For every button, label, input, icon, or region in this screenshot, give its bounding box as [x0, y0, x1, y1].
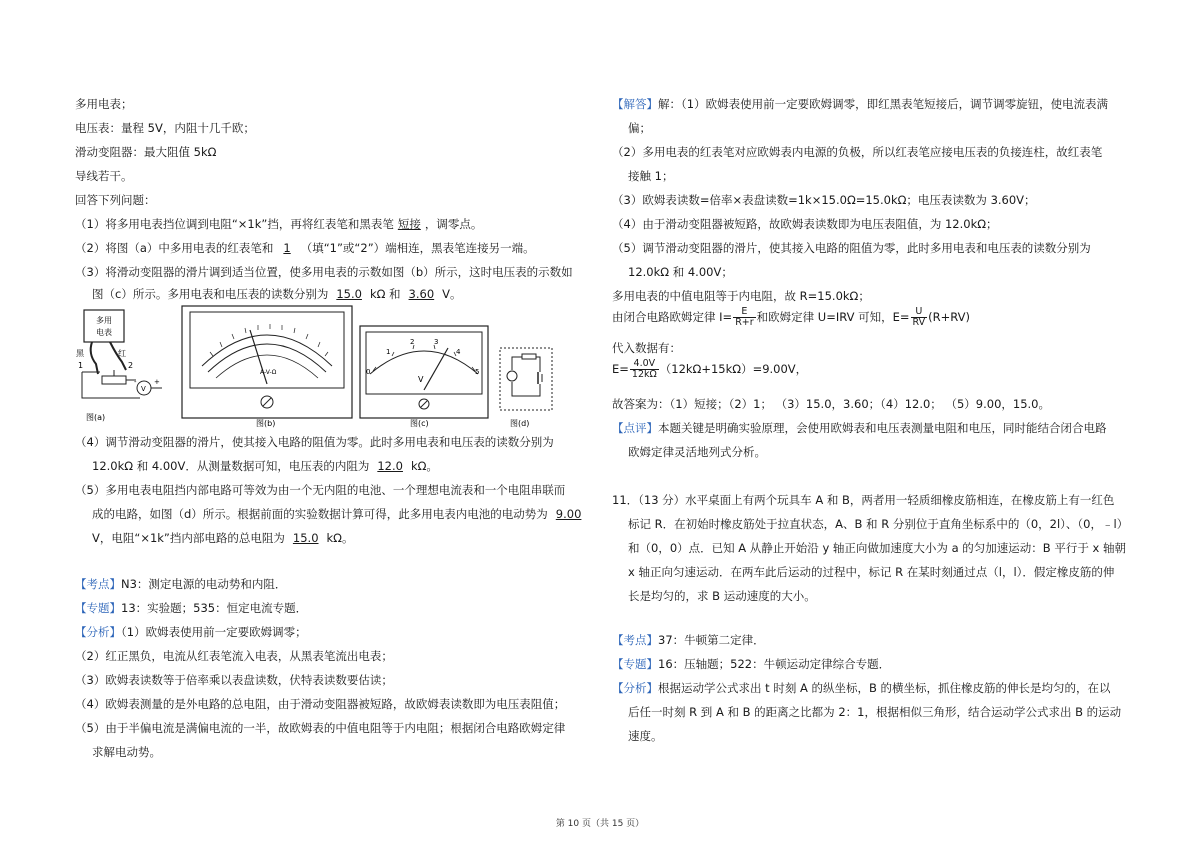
- black-label: 黑: [76, 349, 84, 358]
- topic-text: 13：实验题；535：恒定电流专题．: [121, 601, 308, 615]
- review: [612, 420, 1107, 436]
- resistor-symbol: [522, 354, 536, 359]
- fig-a-caption: 图(a): [86, 413, 106, 422]
- text-line: 多用电表；: [75, 97, 133, 111]
- q4-text-end: kΩ。: [410, 459, 438, 473]
- q5-text: 成的电路，如图（d）所示。根据前面的实验数据计算可得，此多用电表内电池的电动势为: [92, 507, 548, 521]
- q2-text-end: （填“1”或“2”）端相连，黑表笔连接另一端。: [300, 241, 535, 255]
- fig-d-caption: 图(d): [510, 419, 530, 428]
- knowledge-tag: 【考点】: [612, 633, 658, 647]
- formula-text: 由闭合电路欧姆定律 I=: [612, 310, 733, 324]
- tick-label: 2: [410, 338, 415, 346]
- tick-label: 4: [456, 348, 461, 356]
- question-3-line2: [92, 286, 462, 302]
- knowledge-text: N3：测定电源的电动势和内阻．: [121, 577, 287, 591]
- knowledge-text: 37：牛顿第二定律．: [658, 633, 765, 647]
- question-5-line2: [92, 506, 589, 522]
- review-text: 本题关键是明确实验原理，会使用欧姆表和电压表测量电阻和电压，同时能结合闭合电路: [658, 421, 1107, 435]
- knowledge-tag: 【考点】: [75, 577, 121, 591]
- q3-text-end: V。: [442, 287, 462, 301]
- topic: [612, 656, 890, 672]
- answer-blank: 短接: [397, 217, 421, 231]
- solution-line: 偏；: [628, 121, 651, 135]
- solution-line: 接触 1；: [628, 169, 674, 183]
- voltmeter-dial: [366, 332, 482, 394]
- answer-blank: 9.00: [555, 507, 582, 521]
- analysis-tag: 【分析】: [75, 625, 121, 639]
- analysis-line: （5）由于半偏电流是满偏电流的一半，故欧姆表的中值电阻等于内电阻；根据闭合电路欧姆定律: [75, 721, 566, 735]
- ohmmeter-dial: [190, 312, 344, 388]
- question-5-line3: [92, 530, 353, 546]
- fraction: $\frac{U}{RV}$: [912, 306, 926, 328]
- answer-blank: 3.60: [408, 287, 435, 301]
- topic-tag: 【专题】: [612, 657, 658, 671]
- answer-summary: 故答案为：（1）短接；（2）1； （3）15.0，3.60；（4）12.0； （5）9.00，15.0。: [612, 397, 1050, 411]
- answer-blank: 15.0: [336, 287, 362, 301]
- solution-line: 12.0kΩ 和 4.00V；: [628, 265, 733, 279]
- question-11-line: x 轴正向匀速运动．在两车此后运动的过程中，标记 R 在某时刻通过点（l，l）．假定橡皮筋的伸: [628, 565, 1115, 579]
- analysis-line: （2）红正黑负，电流从红表笔流入电表，从黑表笔流出电表；: [75, 649, 393, 663]
- analysis-text: 根据运动学公式求出 t 时刻 A 的纵坐标，B 的横坐标，抓住橡皮筋的伸长是均匀的，在以: [658, 681, 1111, 695]
- fraction: $\frac{4.0V}{12k\Omega}$: [631, 358, 657, 380]
- svg-text:+: +: [154, 378, 160, 386]
- formula-text: E=: [612, 362, 629, 376]
- topic-tag: 【专题】: [75, 601, 121, 615]
- analysis-line: 求解电动势。: [92, 745, 161, 759]
- page-footer: 第 10 页（共 15 页）: [555, 819, 645, 829]
- figure-a: [76, 310, 162, 422]
- terminal-1-label: 1: [78, 361, 84, 370]
- unit-label: V: [418, 375, 424, 384]
- question-11: 11．（13 分）水平桌面上有两个玩具车 A 和 B，两者用一轻质细橡皮筋相连，在橡皮筋上有一红色: [612, 493, 1115, 507]
- formula-text: （12kΩ+15kΩ）=9.00V，: [659, 362, 808, 376]
- topic: [75, 600, 307, 616]
- q1-text-end: ，调零点。: [424, 217, 483, 231]
- question-1: [75, 216, 482, 232]
- text-line: 滑动变阻器：最大阻值 5kΩ: [75, 145, 217, 159]
- formula-text: (R+RV): [928, 310, 970, 324]
- analysis-text: （1）欧姆表使用前一定要欧姆调零；: [121, 625, 307, 639]
- solution-line: （4）由于滑动变阻器被短路，故欧姆表读数即为电压表阻值，为 12.0kΩ；: [612, 217, 998, 231]
- review-line: 欧姆定律灵活地列式分析。: [628, 445, 766, 459]
- question-3-line1: （3）将滑动变阻器的滑片调到适当位置，使多用电表的示数如图（b）所示，这时电压表的示数如: [75, 265, 573, 279]
- text-line: 导线若干。: [75, 169, 133, 183]
- q1-text: （1）将多用电表挡位调到电阻“×1k”挡，再将红表笔和黑表笔: [75, 217, 394, 231]
- box-label: 多用: [96, 316, 112, 325]
- solution: [612, 96, 1108, 112]
- tick-label: 3: [434, 338, 439, 346]
- question-11-line: 长是均匀的，求 B 运动速度的大小。: [628, 589, 816, 603]
- question-4-line1: （4）调节滑动变阻器的滑片，使其接入电路的阻值为零。此时多用电表和电压表的读数分别为: [75, 435, 554, 449]
- formula-line: [612, 306, 970, 328]
- analysis: [612, 680, 1111, 696]
- review-tag: 【点评】: [612, 421, 658, 435]
- analysis-line: 速度。: [628, 729, 663, 743]
- q5-text-end: kΩ。: [326, 531, 354, 545]
- black-probe-lead: [91, 342, 98, 374]
- fig-b-caption: 图(b): [256, 419, 276, 428]
- question-5-line1: （5）多用电表电阻挡内部电路可等效为由一个无内阻的电池、一个理想电流表和一个电阻串联而: [75, 483, 566, 497]
- solution-line: 多用电表的中值电阻等于内电阻，故 R=15.0kΩ；: [612, 289, 870, 303]
- solution-line: （2）多用电表的红表笔对应欧姆表内电源的负极，所以红表笔应接电压表的负接连柱，故红表笔: [612, 145, 1103, 159]
- figures-row: [70, 304, 570, 428]
- svg-text:-: -: [134, 378, 137, 386]
- tick-label: 0: [366, 368, 371, 376]
- q2-text: （2）将图（a）中多用电表的红表笔和: [75, 241, 274, 255]
- figure-b: [182, 306, 352, 428]
- figure-c: [360, 326, 488, 428]
- rheostat: [102, 376, 126, 384]
- analysis-tag: 【分析】: [612, 681, 658, 695]
- red-label: 红: [118, 349, 126, 358]
- solution-line: 代入数据有：: [612, 341, 681, 355]
- text-line: 电压表：量程 5V，内阻十几千欧；: [75, 121, 255, 135]
- question-11-line: 标记 R．在初始时橡皮筋处于拉直状态，A、B 和 R 分别位于直角坐标系中的（0，2l）、（0，﹣l）: [628, 517, 1129, 531]
- question-11-line: 和（0，0）点．已知 A 从静止开始沿 y 轴正向做加速度大小为 a 的匀加速运动：B 平行于 x 轴朝: [628, 541, 1126, 555]
- tick-label: 5: [475, 368, 480, 376]
- q3-text-mid: kΩ 和: [369, 287, 401, 301]
- answer-blank: 1: [283, 241, 291, 255]
- solution-line: （3）欧姆表读数=倍率×表盘读数=1k×15.0Ω=15.0kΩ；电压表读数为 3.60V；: [612, 193, 1036, 207]
- q3-text: 图（c）所示。多用电表和电压表的读数分别为: [92, 287, 329, 301]
- analysis-line: （3）欧姆表读数等于倍率乘以表盘读数，伏特表读数要估读；: [75, 673, 393, 687]
- knowledge-point: [75, 576, 286, 592]
- analysis-line: （4）欧姆表测量的是外电路的总电阻，由于滑动变阻器被短路，故欧姆表读数即为电压表阻值；: [75, 697, 566, 711]
- solution-line: （5）调节滑动变阻器的滑片，使其接入电路的阻值为零，此时多用电表和电压表的读数分别为: [612, 241, 1091, 255]
- solution-tag: 【解答】: [612, 97, 658, 111]
- question-4-line2: [92, 458, 438, 474]
- ammeter-symbol: [507, 371, 517, 381]
- analysis: [75, 624, 307, 640]
- knowledge-point: [612, 632, 765, 648]
- analysis-line: 后任一时刻 R 到 A 和 B 的距离之比都为 2：1，根据相似三角形，结合运动学公式求出 B 的运动: [628, 705, 1122, 719]
- topic-text: 16：压轴题；522：牛顿运动定律综合专题．: [658, 657, 891, 671]
- svg-text:V: V: [141, 385, 146, 393]
- answer-blank: 12.0: [377, 459, 403, 473]
- q5-text-mid: V，电阻“×1k”挡内部电路的总电阻为: [92, 531, 285, 545]
- formula-line: [612, 358, 807, 380]
- q4-text: 12.0kΩ 和 4.00V．从测量数据可知，电压表的内阻为: [92, 459, 370, 473]
- text-line: 回答下列问题：: [75, 193, 156, 207]
- question-2: [75, 240, 535, 256]
- formula-text: 和欧姆定律 U=IRV 可知，E=: [756, 310, 910, 324]
- multimeter-box: [84, 310, 124, 342]
- figure-d: [500, 348, 552, 428]
- tick-label: 1: [386, 348, 391, 356]
- fig-c-caption: 图(c): [410, 419, 429, 428]
- terminal-2-label: 2: [128, 361, 134, 370]
- answer-blank: 15.0: [292, 531, 319, 545]
- solution-text: 解：（1）欧姆表使用前一定要欧姆调零，即红黑表笔短接后，调节调零旋钮，使电流表满: [658, 97, 1109, 111]
- dial-marking: A-V-Ω: [260, 369, 277, 376]
- fraction: $\frac{E}{R+r}$: [735, 306, 754, 328]
- box-label-2: 电表: [96, 328, 112, 337]
